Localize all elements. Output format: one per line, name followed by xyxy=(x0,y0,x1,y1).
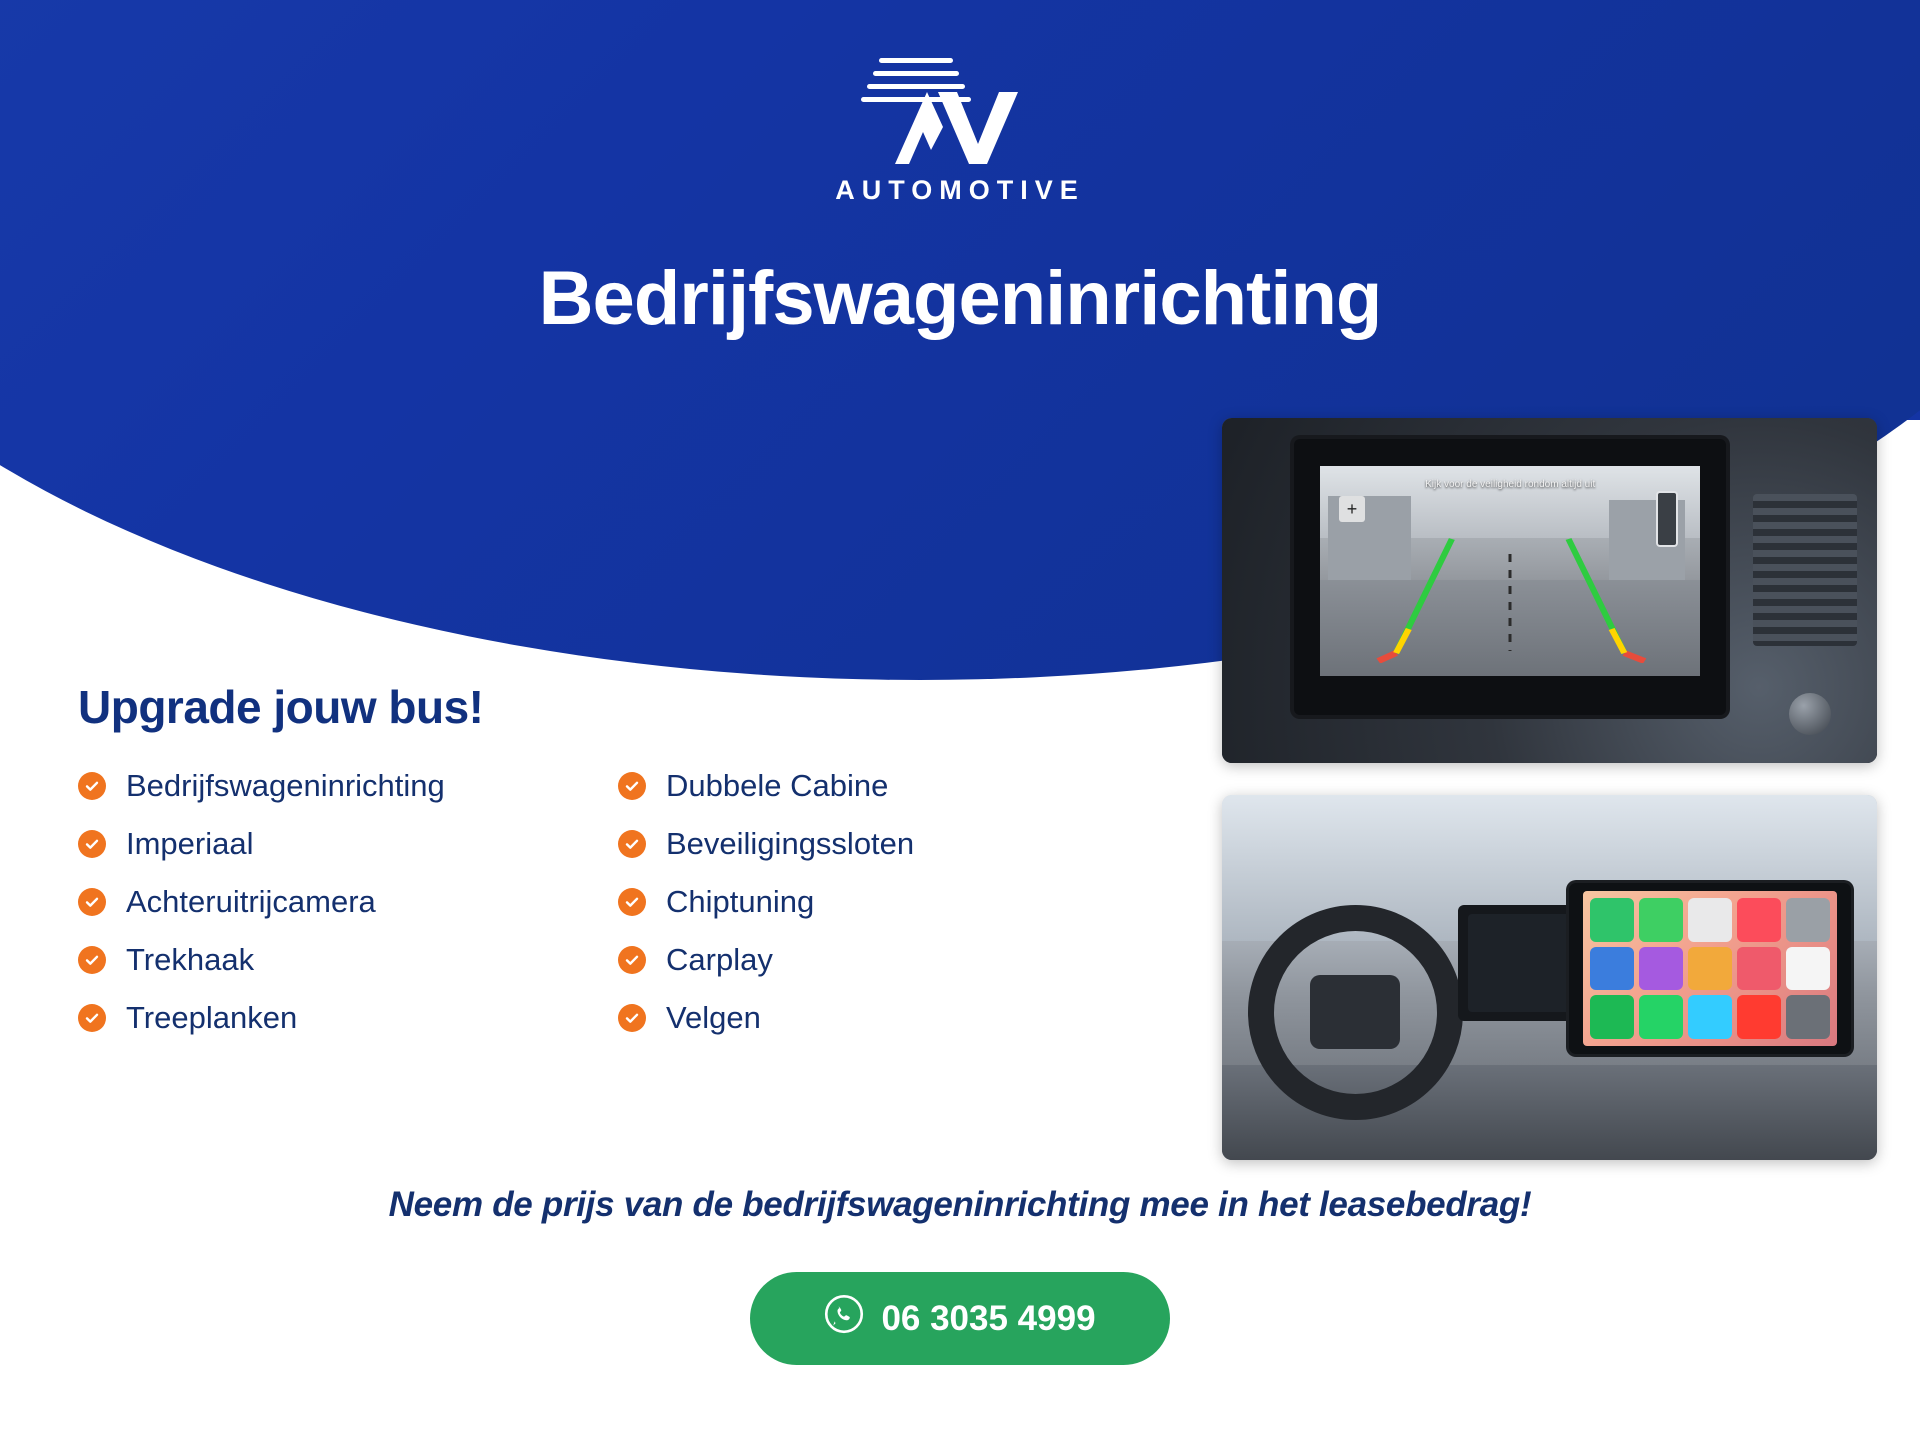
app-icon-whatsapp xyxy=(1639,995,1683,1038)
check-icon xyxy=(618,772,646,800)
air-vent xyxy=(1753,494,1858,646)
list-item xyxy=(78,942,618,978)
feature-label: Achteruitrijcamera xyxy=(126,884,376,919)
feature-label: Chiptuning xyxy=(666,884,815,919)
whatsapp-call-button[interactable] xyxy=(750,1272,1169,1365)
check-icon xyxy=(78,772,106,800)
photo-reversing-camera xyxy=(1222,418,1877,763)
list-item xyxy=(78,768,618,804)
feature-column-right xyxy=(618,768,1158,1058)
features-section xyxy=(78,680,1158,1058)
app-icon-radio xyxy=(1590,947,1634,990)
whatsapp-icon xyxy=(824,1294,864,1343)
app-icon-calendar xyxy=(1786,947,1830,990)
feature-label: Beveiligingssloten xyxy=(666,826,915,861)
brand-name: AUTOMOTIVE xyxy=(835,175,1085,205)
av-monogram-icon xyxy=(835,52,1085,167)
check-icon xyxy=(78,830,106,858)
list-item xyxy=(618,826,1158,862)
carplay-home-screen xyxy=(1583,891,1836,1045)
feature-label: Treeplanken xyxy=(126,1000,298,1035)
cta-area xyxy=(0,1272,1920,1365)
feature-label: Carplay xyxy=(666,942,773,977)
feature-label: Bedrijfswageninrichting xyxy=(126,768,445,803)
feature-label: Trekhaak xyxy=(126,942,255,977)
infotainment-screen xyxy=(1569,883,1851,1055)
feature-label: Dubbele Cabine xyxy=(666,768,889,803)
app-icon-waze xyxy=(1688,995,1732,1038)
steering-wheel-hub xyxy=(1310,975,1400,1049)
list-item xyxy=(618,884,1158,920)
feature-label: Imperiaal xyxy=(126,826,254,861)
app-icon-settings xyxy=(1786,898,1830,941)
list-item xyxy=(78,884,618,920)
list-item xyxy=(618,1000,1158,1036)
app-icon-maps xyxy=(1688,898,1732,941)
list-item xyxy=(78,826,618,862)
app-icon-youtube xyxy=(1737,995,1781,1038)
app-icon-news xyxy=(1737,947,1781,990)
check-icon xyxy=(618,946,646,974)
check-icon xyxy=(618,888,646,916)
camera-warning-text: Kijk voor de veiligheid rondom altijd uit xyxy=(1425,478,1596,490)
parking-guidelines xyxy=(1320,533,1700,663)
phone-overlay-icon xyxy=(1656,491,1678,547)
phone-number: 06 3035 4999 xyxy=(881,1298,1096,1338)
check-icon xyxy=(78,1004,106,1032)
app-icon-messages xyxy=(1639,898,1683,941)
list-item xyxy=(78,1000,618,1036)
feature-column-left xyxy=(78,768,618,1058)
check-icon xyxy=(618,830,646,858)
head-unit-screen xyxy=(1294,439,1726,715)
zoom-in-button[interactable]: + xyxy=(1339,496,1365,522)
check-icon xyxy=(78,888,106,916)
app-icon-podcasts xyxy=(1639,947,1683,990)
cluster-display xyxy=(1468,914,1578,1012)
app-icon-spotify xyxy=(1590,995,1634,1038)
photo-cabin-carplay xyxy=(1222,795,1877,1160)
check-icon xyxy=(78,946,106,974)
app-icon-phone xyxy=(1590,898,1634,941)
feature-label: Velgen xyxy=(666,1000,761,1035)
brand-logo xyxy=(0,52,1920,206)
camera-view xyxy=(1320,466,1700,676)
list-item xyxy=(618,768,1158,804)
tagline: Neem de prijs van de bedrijfswageninrichting mee in het leasebedrag! xyxy=(388,1185,1532,1224)
check-icon xyxy=(618,1004,646,1032)
page-title: Bedrijfswageninrichting xyxy=(538,256,1382,341)
section-title: Upgrade jouw bus! xyxy=(78,681,484,733)
app-icon-music xyxy=(1737,898,1781,941)
list-item xyxy=(618,942,1158,978)
app-icon-more xyxy=(1786,995,1830,1038)
app-icon-audiobooks xyxy=(1688,947,1732,990)
